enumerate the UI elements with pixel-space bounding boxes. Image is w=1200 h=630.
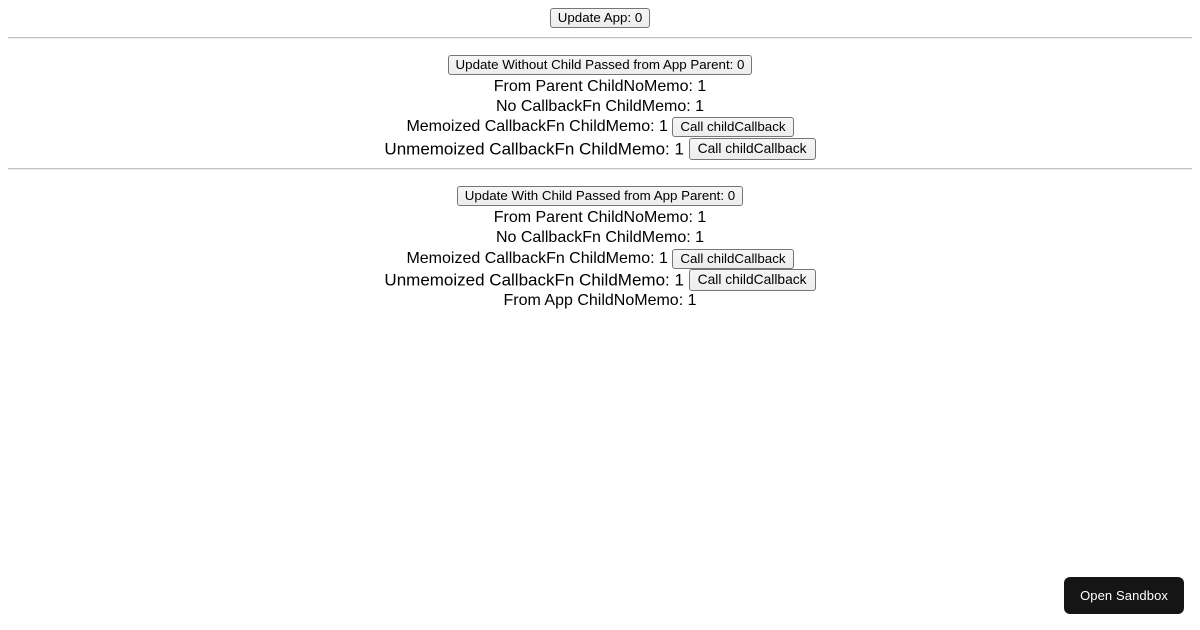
call-childcallback-button-unmemoized[interactable]: Call childCallback [689,138,816,160]
row-label: From Parent ChildNoMemo: 1 [493,209,707,227]
section-without-child-header [0,47,1200,77]
row-unmemoized-callbackfn-childmemo [0,138,1200,161]
divider-1 [8,37,1192,39]
row-label: Memoized CallbackFn ChildMemo: 1 [406,118,668,136]
update-without-child-button[interactable]: Update Without Child Passed from App Parent: 0 [448,55,753,75]
row-no-callbackfn-childmemo [0,228,1200,248]
section-with-child [0,178,1200,311]
row-label: Unmemoized CallbackFn ChildMemo: 1 [384,270,684,290]
row-from-app-childnomemo [0,291,1200,311]
update-app-button[interactable]: Update App: 0 [550,8,650,28]
app-root [0,0,1200,312]
row-no-callbackfn-childmemo [0,97,1200,117]
section-with-child-header [0,178,1200,208]
call-childcallback-button-unmemoized[interactable]: Call childCallback [689,269,816,291]
call-childcallback-button-memoized[interactable]: Call childCallback [672,117,793,137]
row-label: Unmemoized CallbackFn ChildMemo: 1 [384,139,684,159]
update-with-child-button[interactable]: Update With Child Passed from App Parent: 0 [457,186,743,206]
row-from-parent-childnomemo [0,208,1200,228]
row-label: Memoized CallbackFn ChildMemo: 1 [406,249,668,267]
row-label: No CallbackFn ChildMemo: 1 [495,98,705,116]
row-memoized-callbackfn-childmemo [0,117,1200,137]
divider-2 [8,168,1192,170]
row-memoized-callbackfn-childmemo [0,249,1200,269]
row-from-parent-childnomemo [0,77,1200,97]
section-without-child [0,47,1200,160]
row-label: From Parent ChildNoMemo: 1 [493,78,707,95]
row-label: No CallbackFn ChildMemo: 1 [495,229,705,247]
row-label: From App ChildNoMemo: 1 [503,292,697,310]
row-unmemoized-callbackfn-childmemo [0,269,1200,292]
open-sandbox-button[interactable]: Open Sandbox [1064,577,1184,614]
app-toolbar [0,0,1200,29]
call-childcallback-button-memoized[interactable]: Call childCallback [672,249,793,269]
